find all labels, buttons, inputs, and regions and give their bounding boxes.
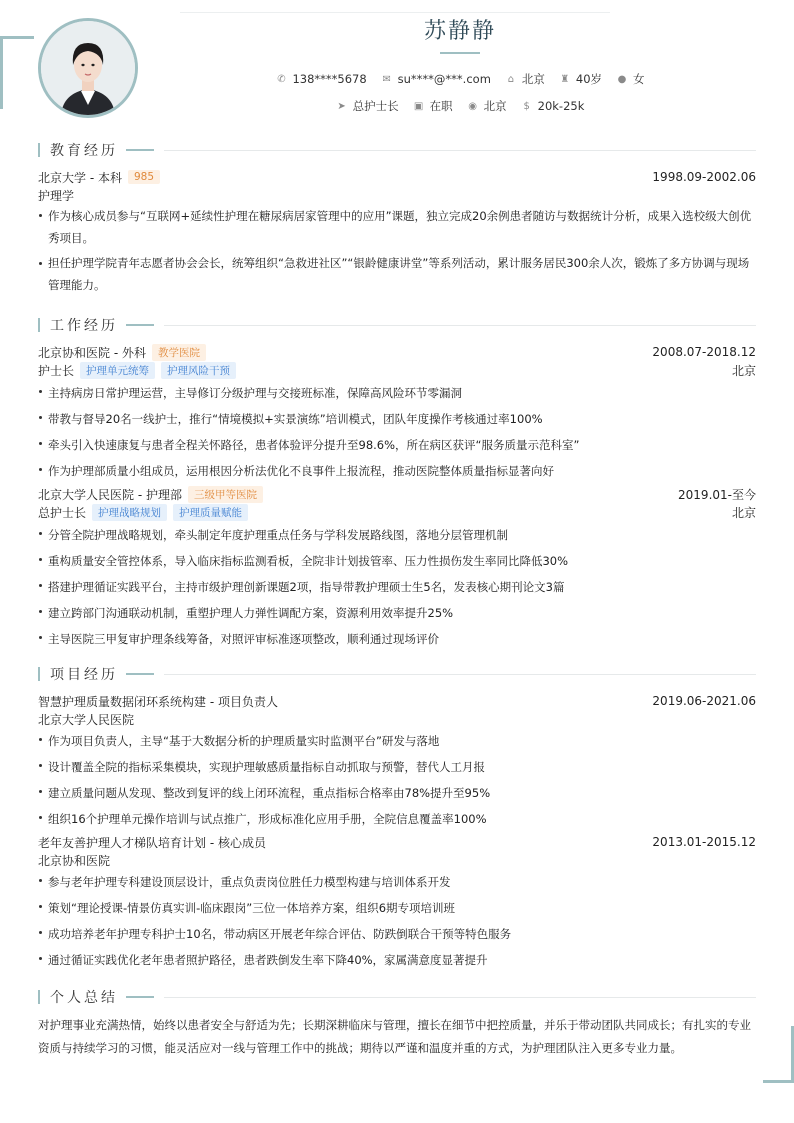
list-item: 策划“理论授课-情景仿真实训-临床跟岗”三位一体培养方案，组织6期专项培训班 xyxy=(38,895,756,921)
project-header-row xyxy=(38,692,756,710)
project-entry xyxy=(38,833,756,973)
phone-text: 138****5678 xyxy=(292,72,367,86)
work-section xyxy=(38,316,756,652)
list-item: 设计覆盖全院的指标采集模块，实现护理敏感质量指标自动抓取与预警，替代人工月报 xyxy=(38,754,756,780)
job-role: 总护士长 xyxy=(38,505,87,520)
major: 护理学 xyxy=(38,188,75,203)
section-heading xyxy=(38,665,756,683)
location-icon: ◉ xyxy=(468,100,477,112)
heading-line xyxy=(164,674,756,675)
heading-bar xyxy=(38,667,40,681)
contact-row xyxy=(140,71,780,87)
heading-bar xyxy=(38,143,40,157)
money-icon: $ xyxy=(523,100,530,112)
project-org: 北京协和医院 xyxy=(38,853,111,868)
projects-section xyxy=(38,665,756,973)
briefcase-icon: ▣ xyxy=(413,100,424,112)
list-item: 作为核心成员参与“互联网+延续性护理在糖尿病居家管理中的应用”课题，独立完成20余例患者随访与数据统计分析，成果入选校级大创优秀项目。 xyxy=(38,204,756,249)
target-city-item xyxy=(467,98,507,114)
email-text: su****@***.com xyxy=(397,72,491,86)
list-item: 牵头引入快速康复与患者全程关怀路径，患者体验评分提升至98.6%，所在病区获评“服务质量示范科室” xyxy=(38,432,756,458)
list-item: 组织16个护理单元操作培训与试点推广，形成标准化应用手册，全院信息覆盖率100% xyxy=(38,806,756,832)
section-heading xyxy=(38,988,756,1006)
age-item xyxy=(559,71,602,87)
job-role-row xyxy=(38,361,756,379)
cake-icon: ♜ xyxy=(560,73,570,85)
summary-section xyxy=(38,988,756,1060)
skill-tag: 护理战略规划 xyxy=(92,504,167,521)
corner-decoration-top-left xyxy=(0,36,34,109)
section-title: 工作经历 xyxy=(50,318,118,334)
gender-icon: ● xyxy=(617,73,627,85)
project-name: 老年友善护理人才梯队培育计划 - 核心成员 xyxy=(38,835,266,850)
project-org: 北京大学人民医院 xyxy=(38,712,135,727)
section-title: 教育经历 xyxy=(50,143,118,159)
project-header-row xyxy=(38,833,756,851)
project-bullets xyxy=(38,728,756,832)
home-icon: ⌂ xyxy=(507,73,515,85)
heading-line xyxy=(164,325,756,326)
school-name: 北京大学 - 本科 xyxy=(38,170,122,185)
heading-dash xyxy=(126,149,154,151)
phone-icon: ✆ xyxy=(277,73,286,85)
skill-tag: 护理质量赋能 xyxy=(173,504,248,521)
city-text: 北京 xyxy=(521,72,545,86)
project-bullets xyxy=(38,869,756,973)
corner-decoration-bottom-right xyxy=(763,1026,794,1083)
gender-item xyxy=(616,71,645,87)
heading-line xyxy=(164,997,756,998)
heading-bar xyxy=(38,318,40,332)
job-org: 北京协和医院 - 外科 xyxy=(38,345,146,360)
gender-text: 女 xyxy=(633,72,645,86)
skill-tag: 护理风险干预 xyxy=(161,362,236,379)
mail-icon: ✉ xyxy=(382,73,391,85)
job-city: 北京 xyxy=(731,363,756,378)
heading-dash xyxy=(126,324,154,326)
list-item: 成功培养老年护理专科护士10名，带动病区开展老年综合评估、防跌倒联合干预等特色服务 xyxy=(38,921,756,947)
list-item: 参与老年护理专科建设顶层设计，重点负责岗位胜任力模型构建与培训体系开发 xyxy=(38,869,756,895)
list-item: 作为项目负责人，主导“基于大数据分析的护理质量实时监测平台”研发与落地 xyxy=(38,728,756,754)
project-org-row xyxy=(38,851,756,869)
position-text: 总护士长 xyxy=(352,99,399,113)
phone-item xyxy=(275,71,366,87)
project-date: 2019.06-2021.06 xyxy=(652,694,756,708)
salary-item xyxy=(521,98,585,114)
salary-text: 20k-25k xyxy=(537,99,585,113)
job-city: 北京 xyxy=(731,505,756,520)
skill-tag: 护理单元统筹 xyxy=(80,362,155,379)
heading-dash xyxy=(126,996,154,998)
list-item: 作为护理部质量小组成员，运用根因分析法优化不良事件上报流程，推动医院整体质量指标显著向好 xyxy=(38,458,756,484)
section-title: 个人总结 xyxy=(50,990,118,1006)
top-divider xyxy=(180,12,610,13)
city-item xyxy=(505,71,545,87)
list-item: 重构质量安全管控体系，导入临床指标监测看板，全院非计划拔管率、压力性损伤发生率同比降低30% xyxy=(38,548,756,574)
job-date: 2019.01-至今 xyxy=(678,487,756,502)
candidate-name: 苏静静 xyxy=(423,19,496,44)
target-city-text: 北京 xyxy=(483,99,507,113)
status-text: 在职 xyxy=(429,99,453,113)
heading-dash xyxy=(126,673,154,675)
education-bullets xyxy=(38,204,756,296)
education-date: 1998.09-2002.06 xyxy=(652,170,756,184)
list-item: 主导医院三甲复审护理条线筹备，对照评审标准逐项整改，顺利通过现场评价 xyxy=(38,626,756,652)
heading-line xyxy=(164,150,756,151)
job-bullets xyxy=(38,522,756,652)
education-header-row xyxy=(38,168,756,186)
org-tag: 三级甲等医院 xyxy=(188,486,263,503)
summary-text: 对护理事业充满热情，始终以患者安全与舒适为先；长期深耕临床与管理，擅长在细节中把控质量，并乐于带动团队共同成长；有扎实的专业资质与持续学习的习惯，能灵活应对一线与管理工作中的挑战；期待以严谨和温度并重的方式，为护理团队注入更多专业力量。 xyxy=(38,1018,751,1055)
job-intent-row xyxy=(140,98,780,114)
heading-bar xyxy=(38,990,40,1004)
age-text: 40岁 xyxy=(575,72,603,86)
org-tag: 教学医院 xyxy=(152,344,206,361)
section-heading xyxy=(38,141,756,159)
project-date: 2013.01-2015.12 xyxy=(652,835,756,849)
job-bullets xyxy=(38,380,756,484)
project-org-row xyxy=(38,710,756,728)
list-item: 分管全院护理战略规划，牵头制定年度护理重点任务与学科发展路线图，落地分层管理机制 xyxy=(38,522,756,548)
job-header-row xyxy=(38,343,756,361)
school-tag: 985 xyxy=(128,170,160,184)
list-item: 带教与督导20名一线护士，推行“情境模拟+实景演练”培训模式，团队年度操作考核通过率100% xyxy=(38,406,756,432)
list-item: 通过循证实践优化老年患者照护路径，患者跌倒发生率下降40%，家属满意度显著提升 xyxy=(38,947,756,973)
email-item xyxy=(381,71,491,87)
send-icon: ➤ xyxy=(337,100,346,112)
job-header-row xyxy=(38,485,756,503)
section-title: 项目经历 xyxy=(50,667,118,683)
job-org: 北京大学人民医院 - 护理部 xyxy=(38,487,182,502)
position-item xyxy=(336,98,399,114)
list-item: 建立质量问题从发现、整改到复评的线上闭环流程，重点指标合格率由78%提升至95% xyxy=(38,780,756,806)
list-item: 搭建护理循证实践平台，主持市级护理创新课题2项，指导带教护理硕士生5名，发表核心期刊论文3篇 xyxy=(38,574,756,600)
list-item: 担任护理学院青年志愿者协会会长，统筹组织“急救进社区”“银龄健康讲堂”等系列活动，累计服务居民300余人次，锻炼了多方协调与现场管理能力。 xyxy=(38,252,756,296)
list-item: 主持病房日常护理运营，主导修订分级护理与交接班标准，保障高风险环节零漏洞 xyxy=(38,380,756,406)
education-section xyxy=(38,141,756,296)
major-row xyxy=(38,186,756,204)
name-underline xyxy=(440,52,480,54)
list-item: 建立跨部门沟通联动机制，重塑护理人力弹性调配方案，资源利用效率提升25% xyxy=(38,600,756,626)
job-date: 2008.07-2018.12 xyxy=(652,345,756,359)
job-role: 护士长 xyxy=(38,363,75,378)
section-heading xyxy=(38,316,756,334)
project-name: 智慧护理质量数据闭环系统构建 - 项目负责人 xyxy=(38,694,278,709)
status-item xyxy=(413,98,453,114)
project-entry xyxy=(38,692,756,832)
job-entry xyxy=(38,485,756,652)
job-role-row xyxy=(38,503,756,521)
job-entry xyxy=(38,343,756,484)
